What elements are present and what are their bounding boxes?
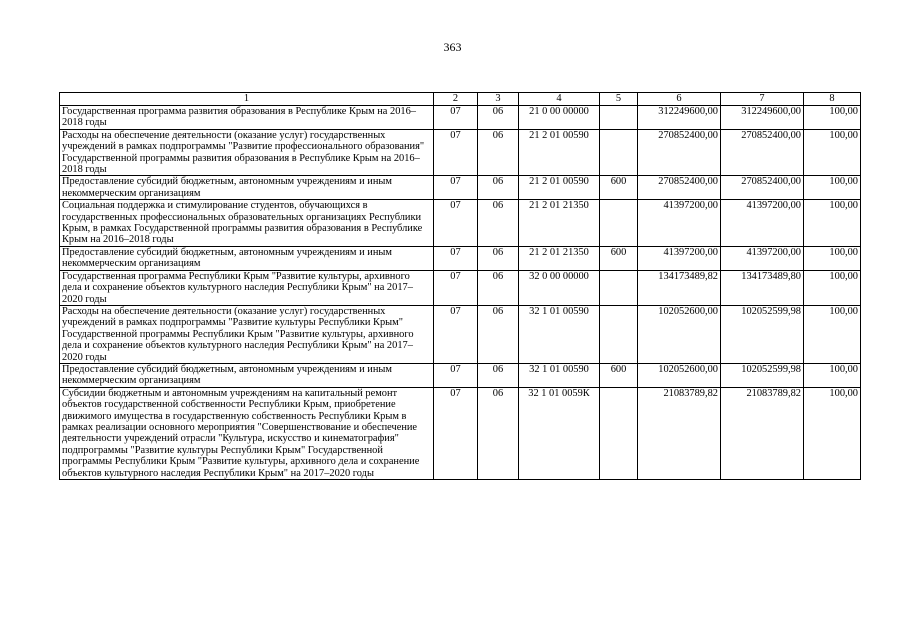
table-row xyxy=(60,129,861,176)
row-target-code: 32 0 00 00000 xyxy=(519,270,600,305)
row-expense-type xyxy=(600,129,638,176)
row-executed: 102052599,98 xyxy=(721,305,804,363)
row-planned: 41397200,00 xyxy=(638,246,721,270)
row-planned: 270852400,00 xyxy=(638,129,721,176)
row-subsection: 06 xyxy=(478,129,519,176)
row-subsection: 06 xyxy=(478,176,519,200)
row-subsection: 06 xyxy=(478,387,519,479)
row-name: Расходы на обеспечение деятельности (оказание услуг) государственных учреждений в рамках подпрограммы "Развитие профессионального образования" Государственной программы развития образования в Республике Крым на 2016–2018 годы xyxy=(60,129,434,176)
table-row xyxy=(60,106,861,130)
row-executed: 21083789,82 xyxy=(721,387,804,479)
row-executed: 102052599,98 xyxy=(721,363,804,387)
row-name: Предоставление субсидий бюджетным, автономным учреждениям и иным некоммерческим организациям xyxy=(60,246,434,270)
row-section: 07 xyxy=(434,129,478,176)
table-row xyxy=(60,270,861,305)
table-row xyxy=(60,246,861,270)
row-planned: 270852400,00 xyxy=(638,176,721,200)
row-name: Расходы на обеспечение деятельности (оказание услуг) государственных учреждений в рамках подпрограммы "Развитие культуры Республики Крым" Государственной программы Республики Крым "Развитие культуры, архивного дела и сохранение объектов культурного наследия Республики Крым" на 2017–2020 годы xyxy=(60,305,434,363)
row-expense-type xyxy=(600,305,638,363)
row-expense-type xyxy=(600,387,638,479)
table-row xyxy=(60,200,861,247)
table-header-row xyxy=(60,93,861,106)
row-expense-type: 600 xyxy=(600,176,638,200)
row-planned: 134173489,82 xyxy=(638,270,721,305)
row-subsection: 06 xyxy=(478,270,519,305)
row-section: 07 xyxy=(434,387,478,479)
row-name: Социальная поддержка и стимулирование студентов, обучающихся в государственных профессиональных образовательных организациях Республики Крым, в рамках Государственной программы развития образования в Республике Крым на 2016–2018 годы xyxy=(60,200,434,247)
row-subsection: 06 xyxy=(478,363,519,387)
column-header: 3 xyxy=(478,93,519,106)
row-subsection: 06 xyxy=(478,246,519,270)
row-name: Предоставление субсидий бюджетным, автономным учреждениям и иным некоммерческим организациям xyxy=(60,363,434,387)
row-name: Государственная программа Республики Крым "Развитие культуры, архивного дела и сохранение объектов культурного наследия Республики Крым" на 2017–2020 годы xyxy=(60,270,434,305)
row-target-code: 32 1 01 00590 xyxy=(519,305,600,363)
row-percent: 100,00 xyxy=(804,246,861,270)
row-planned: 21083789,82 xyxy=(638,387,721,479)
page-number: 363 xyxy=(443,40,462,54)
budget-table xyxy=(59,92,861,480)
row-section: 07 xyxy=(434,305,478,363)
table-row xyxy=(60,363,861,387)
row-section: 07 xyxy=(434,176,478,200)
row-expense-type: 600 xyxy=(600,246,638,270)
row-percent: 100,00 xyxy=(804,305,861,363)
row-target-code: 21 2 01 21350 xyxy=(519,246,600,270)
row-section: 07 xyxy=(434,106,478,130)
row-target-code: 32 1 01 0059К xyxy=(519,387,600,479)
row-percent: 100,00 xyxy=(804,129,861,176)
row-target-code: 21 0 00 00000 xyxy=(519,106,600,130)
row-expense-type xyxy=(600,200,638,247)
row-expense-type xyxy=(600,270,638,305)
row-name: Предоставление субсидий бюджетным, автономным учреждениям и иным некоммерческим организациям xyxy=(60,176,434,200)
table-row xyxy=(60,387,861,479)
row-planned: 41397200,00 xyxy=(638,200,721,247)
column-header: 8 xyxy=(804,93,861,106)
row-expense-type xyxy=(600,106,638,130)
row-executed: 312249600,00 xyxy=(721,106,804,130)
row-percent: 100,00 xyxy=(804,106,861,130)
row-subsection: 06 xyxy=(478,106,519,130)
column-header: 6 xyxy=(638,93,721,106)
row-planned: 312249600,00 xyxy=(638,106,721,130)
row-percent: 100,00 xyxy=(804,176,861,200)
column-header: 7 xyxy=(721,93,804,106)
row-target-code: 21 2 01 21350 xyxy=(519,200,600,247)
row-section: 07 xyxy=(434,246,478,270)
row-name: Государственная программа развития образования в Республике Крым на 2016–2018 годы xyxy=(60,106,434,130)
row-percent: 100,00 xyxy=(804,270,861,305)
row-subsection: 06 xyxy=(478,200,519,247)
row-target-code: 21 2 01 00590 xyxy=(519,129,600,176)
row-percent: 100,00 xyxy=(804,200,861,247)
column-header: 2 xyxy=(434,93,478,106)
row-section: 07 xyxy=(434,270,478,305)
row-executed: 134173489,80 xyxy=(721,270,804,305)
row-executed: 270852400,00 xyxy=(721,176,804,200)
column-header: 1 xyxy=(60,93,434,106)
row-percent: 100,00 xyxy=(804,363,861,387)
table-row xyxy=(60,176,861,200)
table-row xyxy=(60,305,861,363)
row-percent: 100,00 xyxy=(804,387,861,479)
row-target-code: 32 1 01 00590 xyxy=(519,363,600,387)
column-header: 4 xyxy=(519,93,600,106)
row-planned: 102052600,00 xyxy=(638,305,721,363)
row-expense-type: 600 xyxy=(600,363,638,387)
row-section: 07 xyxy=(434,200,478,247)
row-executed: 41397200,00 xyxy=(721,246,804,270)
row-name: Субсидии бюджетным и автономным учреждениям на капитальный ремонт объектов государственной собственности Республики Крым, приобретение движимого имущества в государственную собственность Республики Крым в рамках реализации основного мероприятия "Совершенствование и обеспечение деятельности учреждений отрасли "Культура, искусство и кинематография" подпрограммы "Развитие культуры Республики Крым" Государственной программы Республики Крым "Развитие культуры, архивного дела и сохранение объектов культурного наследия Республики Крым" на 2017–2020 годы xyxy=(60,387,434,479)
column-header: 5 xyxy=(600,93,638,106)
row-target-code: 21 2 01 00590 xyxy=(519,176,600,200)
row-subsection: 06 xyxy=(478,305,519,363)
row-executed: 41397200,00 xyxy=(721,200,804,247)
row-executed: 270852400,00 xyxy=(721,129,804,176)
row-planned: 102052600,00 xyxy=(638,363,721,387)
row-section: 07 xyxy=(434,363,478,387)
